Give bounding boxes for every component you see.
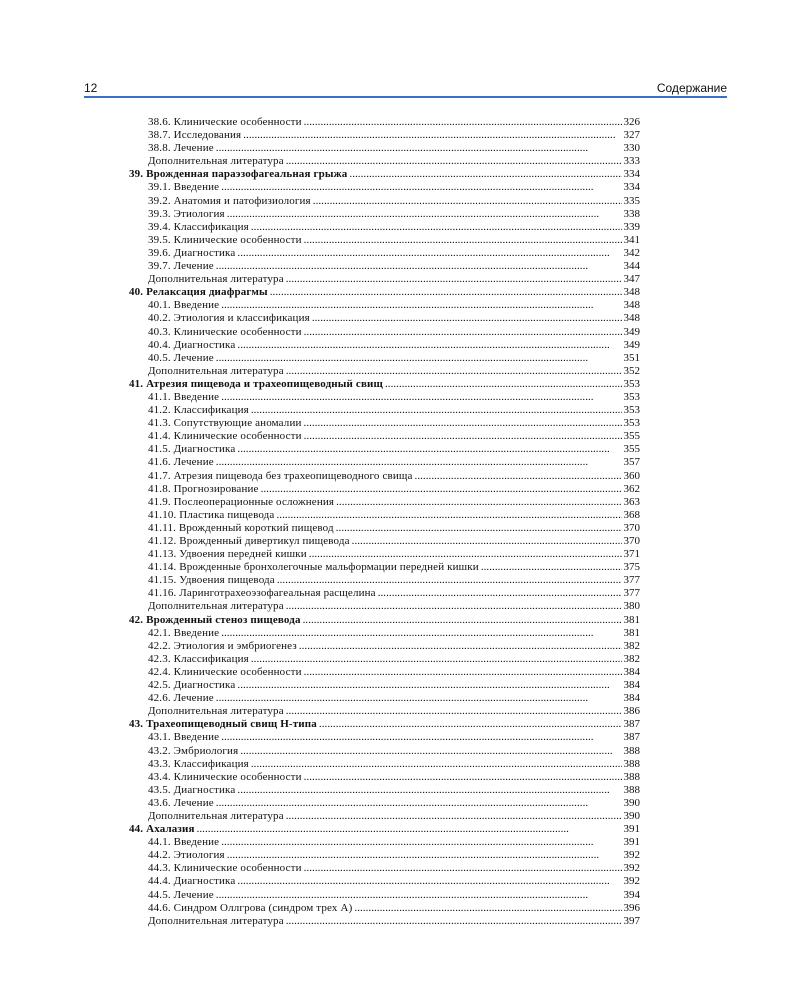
toc-dot-leader xyxy=(302,862,622,875)
toc-entry-title: 41. Атрезия пищевода и трахеопищеводный свищ xyxy=(129,377,383,390)
toc-entry-title: 41.14. Врожденные бронхолегочные мальформации передней кишки xyxy=(148,561,479,574)
toc-entry-page-number: 388 xyxy=(623,757,640,770)
toc-dot-leader xyxy=(302,234,622,247)
toc-entry-page-number: 377 xyxy=(623,574,640,587)
toc-dot-leader xyxy=(235,679,621,692)
toc-entry-title: 43. Трахеопищеводный свищ Н-типа xyxy=(129,718,317,731)
toc-entry[interactable] xyxy=(129,692,640,705)
toc-dot-leader xyxy=(219,627,621,640)
toc-entry[interactable] xyxy=(129,915,640,928)
header-rule xyxy=(84,96,727,98)
toc-entry-title: Дополнительная литература xyxy=(148,364,284,377)
toc-dot-leader xyxy=(235,443,621,456)
toc-entry-title: 44. Ахалазия xyxy=(129,823,195,836)
toc-dot-leader xyxy=(302,116,622,129)
toc-entry-title: Дополнительная литература xyxy=(148,914,284,927)
toc-entry-page-number: 341 xyxy=(623,233,640,246)
toc-entry-page-number: 334 xyxy=(623,168,640,181)
toc-dot-leader xyxy=(235,339,621,352)
toc-entry-page-number: 344 xyxy=(623,260,640,273)
toc-dot-leader xyxy=(310,312,622,325)
toc-entry[interactable] xyxy=(129,195,640,208)
toc-entry-page-number: 333 xyxy=(623,155,640,168)
toc-entry[interactable] xyxy=(129,535,640,548)
toc-entry[interactable] xyxy=(129,391,640,404)
toc-entry[interactable] xyxy=(129,273,640,286)
toc-entry-title: 40.2. Этиология и классификация xyxy=(148,312,310,325)
toc-entry[interactable] xyxy=(129,574,640,587)
toc-entry-title: 41.11. Врожденный короткий пищевод xyxy=(148,521,334,534)
toc-chapter-entry[interactable] xyxy=(129,168,640,181)
toc-entry-title: 40.3. Клинические особенности xyxy=(148,325,302,338)
toc-entry-title: 41.7. Атрезия пищевода без трахеопищеводного свища xyxy=(148,469,413,482)
toc-entry[interactable] xyxy=(129,653,640,666)
toc-entry[interactable] xyxy=(129,496,640,509)
toc-entry[interactable] xyxy=(129,797,640,810)
toc-entry-page-number: 390 xyxy=(623,809,640,822)
toc-entry-page-number: 388 xyxy=(623,744,640,757)
toc-dot-leader xyxy=(284,155,622,168)
toc-entry-title: 42.3. Классификация xyxy=(148,652,249,665)
toc-entry-page-number: 371 xyxy=(623,548,640,561)
section-title: Содержание xyxy=(656,81,727,95)
toc-entry[interactable] xyxy=(129,142,640,155)
toc-entry-title: 44.2. Этиология xyxy=(148,849,225,862)
toc-dot-leader xyxy=(302,666,622,679)
toc-entry[interactable] xyxy=(129,404,640,417)
toc-entry-page-number: 387 xyxy=(623,731,640,744)
toc-entry[interactable] xyxy=(129,745,640,758)
toc-dot-leader xyxy=(214,456,622,469)
toc-dot-leader xyxy=(259,483,622,496)
toc-dot-leader xyxy=(317,718,622,731)
toc-dot-leader xyxy=(225,849,622,862)
toc-entry-page-number: 396 xyxy=(623,901,640,914)
toc-entry-page-number: 384 xyxy=(623,692,640,705)
toc-entry[interactable] xyxy=(129,208,640,221)
toc-entry-title: 42.5. Диагностика xyxy=(148,679,236,692)
toc-entry-page-number: 360 xyxy=(623,469,640,482)
toc-entry-page-number: 377 xyxy=(623,587,640,600)
toc-entry[interactable] xyxy=(129,352,640,365)
toc-entry-title: Дополнительная литература xyxy=(148,155,284,168)
toc-entry-page-number: 349 xyxy=(623,338,640,351)
toc-chapter-entry[interactable] xyxy=(129,718,640,731)
toc-entry-page-number: 375 xyxy=(623,561,640,574)
toc-entry-page-number: 355 xyxy=(623,430,640,443)
toc-entry-title: 43.2. Эмбриология xyxy=(148,744,239,757)
toc-entry[interactable] xyxy=(129,862,640,875)
toc-entry-page-number: 397 xyxy=(623,914,640,927)
toc-entry-title: 41.2. Классификация xyxy=(148,404,249,417)
toc-entry[interactable] xyxy=(129,810,640,823)
toc-chapter-entry[interactable] xyxy=(129,823,640,836)
toc-dot-leader xyxy=(214,797,622,810)
toc-dot-leader xyxy=(219,391,621,404)
toc-entry-title: 43.4. Клинические особенности xyxy=(148,770,302,783)
toc-dot-leader xyxy=(214,692,622,705)
toc-entry[interactable] xyxy=(129,849,640,862)
toc-entry[interactable] xyxy=(129,705,640,718)
toc-entry[interactable] xyxy=(129,889,640,902)
toc-entry-title: 41.15. Удвоения пищевода xyxy=(148,574,275,587)
toc-entry-page-number: 382 xyxy=(623,652,640,665)
toc-entry-title: 43.5. Диагностика xyxy=(148,783,236,796)
toc-entry-page-number: 388 xyxy=(623,770,640,783)
toc-entry[interactable] xyxy=(129,339,640,352)
toc-entry-title: 41.5. Диагностика xyxy=(148,443,236,456)
page-number: 12 xyxy=(84,81,98,95)
toc-dot-leader xyxy=(249,653,622,666)
toc-entry-title: 39.4. Классификация xyxy=(148,220,249,233)
toc-dot-leader xyxy=(219,299,621,312)
toc-entry-page-number: 384 xyxy=(623,665,640,678)
toc-entry-title: 44.1. Введение xyxy=(148,836,220,849)
toc-entry-title: 42. Врожденный стеноз пищевода xyxy=(129,613,301,626)
toc-dot-leader xyxy=(284,810,622,823)
toc-entry-page-number: 394 xyxy=(623,888,640,901)
toc-entry-title: 38.7. Исследования xyxy=(148,129,242,142)
toc-entry-page-number: 386 xyxy=(623,705,640,718)
toc-entry-title: 41.12. Врожденный дивертикул пищевода xyxy=(148,535,350,547)
toc-dot-leader xyxy=(284,365,622,378)
toc-entry[interactable] xyxy=(129,758,640,771)
toc-entry[interactable] xyxy=(129,666,640,679)
toc-dot-leader xyxy=(383,378,622,391)
toc-entry-title: 43.6. Лечение xyxy=(148,796,214,809)
toc-dot-leader xyxy=(311,195,622,208)
toc-dot-leader xyxy=(238,745,621,758)
toc-entry-page-number: 353 xyxy=(623,417,640,430)
toc-dot-leader xyxy=(274,509,621,522)
toc-entry-title: 41.9. Послеоперационные осложнения xyxy=(148,495,335,508)
toc-entry-title: 40. Релаксация диафрагмы xyxy=(129,286,268,299)
toc-entry-page-number: 368 xyxy=(623,508,640,521)
toc-entry-page-number: 391 xyxy=(623,823,640,836)
toc-dot-leader xyxy=(249,758,622,771)
toc-entry-title: Дополнительная литература xyxy=(148,273,284,286)
toc-entry[interactable] xyxy=(129,443,640,456)
toc-entry-title: 38.6. Клинические особенности xyxy=(148,116,302,128)
toc-dot-leader xyxy=(334,496,621,509)
toc-dot-leader xyxy=(214,142,622,155)
toc-chapter-entry[interactable] xyxy=(129,378,640,391)
toc-dot-leader xyxy=(268,286,622,299)
toc-entry-page-number: 380 xyxy=(623,600,640,613)
toc-entry[interactable] xyxy=(129,299,640,312)
toc-entry[interactable] xyxy=(129,784,640,797)
toc-entry[interactable] xyxy=(129,247,640,260)
toc-dot-leader xyxy=(376,587,622,600)
toc-dot-leader xyxy=(297,640,622,653)
toc-entry-page-number: 370 xyxy=(623,535,640,547)
page-header xyxy=(84,78,727,98)
toc-dot-leader xyxy=(302,326,622,339)
toc-entry[interactable] xyxy=(129,875,640,888)
toc-entry-title: 42.4. Клинические особенности xyxy=(148,665,302,678)
toc-entry[interactable] xyxy=(129,902,640,915)
toc-entry-title: 42.1. Введение xyxy=(148,626,220,639)
toc-dot-leader xyxy=(284,915,622,928)
toc-entry-page-number: 335 xyxy=(623,194,640,207)
toc-entry[interactable] xyxy=(129,116,640,129)
toc-dot-leader xyxy=(214,889,622,902)
toc-entry-title: 43.3. Классификация xyxy=(148,757,249,770)
toc-entry[interactable] xyxy=(129,326,640,339)
toc-dot-leader xyxy=(225,208,622,221)
toc-entry[interactable] xyxy=(129,600,640,613)
toc-entry-page-number: 355 xyxy=(623,443,640,456)
toc-entry[interactable] xyxy=(129,627,640,640)
toc-entry-title: Дополнительная литература xyxy=(148,705,284,718)
toc-entry[interactable] xyxy=(129,548,640,561)
toc-dot-leader xyxy=(219,836,621,849)
toc-entry[interactable] xyxy=(129,417,640,430)
toc-entry-title: 40.4. Диагностика xyxy=(148,338,236,351)
toc-dot-leader xyxy=(413,470,622,483)
toc-entry-title: 41.16. Ларинготрахеоэзофагеальная расщелина xyxy=(148,587,376,600)
toc-entry-title: 44.4. Диагностика xyxy=(148,875,236,888)
toc-entry-page-number: 392 xyxy=(623,849,640,862)
toc-entry-title: 39.2. Анатомия и патофизиология xyxy=(148,194,311,207)
toc-entry-page-number: 348 xyxy=(623,286,640,299)
toc-entry-page-number: 392 xyxy=(623,862,640,875)
toc-entry-page-number: 390 xyxy=(623,796,640,809)
toc-dot-leader xyxy=(347,168,621,181)
toc-dot-leader xyxy=(235,784,621,797)
toc-chapter-entry[interactable] xyxy=(129,286,640,299)
toc-entry-page-number: 392 xyxy=(623,875,640,888)
toc-entry-page-number: 391 xyxy=(623,836,640,849)
toc-entry[interactable] xyxy=(129,679,640,692)
toc-entry[interactable] xyxy=(129,771,640,784)
toc-entry[interactable] xyxy=(129,731,640,744)
toc-entry-page-number: 387 xyxy=(623,718,640,731)
toc-entry-page-number: 330 xyxy=(623,142,640,155)
toc-entry-page-number: 347 xyxy=(623,273,640,286)
toc-entry-page-number: 326 xyxy=(623,116,640,128)
toc-dot-leader xyxy=(284,273,622,286)
toc-dot-leader xyxy=(214,352,622,365)
toc-entry-page-number: 351 xyxy=(623,351,640,364)
toc-dot-leader xyxy=(214,260,622,273)
toc-dot-leader xyxy=(219,731,621,744)
toc-dot-leader xyxy=(249,404,622,417)
toc-entry-title: 39.1. Введение xyxy=(148,181,220,194)
table-of-contents xyxy=(129,116,640,928)
toc-entry[interactable] xyxy=(129,129,640,142)
toc-entry-page-number: 349 xyxy=(623,325,640,338)
toc-entry-page-number: 348 xyxy=(623,312,640,325)
toc-dot-leader xyxy=(275,574,622,587)
toc-dot-leader xyxy=(352,902,621,915)
toc-entry-title: 41.4. Клинические особенности xyxy=(148,430,302,443)
toc-entry[interactable] xyxy=(129,234,640,247)
toc-entry-page-number: 382 xyxy=(623,639,640,652)
toc-entry-page-number: 334 xyxy=(623,181,640,194)
toc-entry[interactable] xyxy=(129,456,640,469)
toc-entry[interactable] xyxy=(129,640,640,653)
toc-entry[interactable] xyxy=(129,365,640,378)
toc-dot-leader xyxy=(235,247,621,260)
toc-entry[interactable] xyxy=(129,260,640,273)
toc-entry[interactable] xyxy=(129,561,640,574)
toc-entry[interactable] xyxy=(129,430,640,443)
toc-entry-title: 41.10. Пластика пищевода xyxy=(148,508,275,521)
toc-entry-page-number: 384 xyxy=(623,679,640,692)
toc-dot-leader xyxy=(334,522,622,535)
toc-entry-page-number: 353 xyxy=(623,390,640,403)
toc-entry[interactable] xyxy=(129,155,640,168)
toc-entry-title: 41.8. Прогнозирование xyxy=(148,482,259,495)
toc-entry-page-number: 381 xyxy=(623,626,640,639)
toc-entry-page-number: 353 xyxy=(623,404,640,417)
toc-entry[interactable] xyxy=(129,509,640,522)
toc-entry[interactable] xyxy=(129,836,640,849)
toc-entry-title: Дополнительная литература xyxy=(148,600,284,613)
toc-dot-leader xyxy=(284,705,622,718)
toc-entry[interactable] xyxy=(129,312,640,325)
toc-dot-leader xyxy=(350,535,622,548)
toc-entry-title: 44.5. Лечение xyxy=(148,888,214,901)
toc-entry-page-number: 348 xyxy=(623,299,640,312)
toc-entry-title: Дополнительная литература xyxy=(148,809,284,822)
toc-dot-leader xyxy=(235,875,621,888)
toc-entry-title: 41.6. Лечение xyxy=(148,456,214,469)
toc-entry-page-number: 342 xyxy=(623,246,640,259)
toc-entry-page-number: 338 xyxy=(623,207,640,220)
toc-entry[interactable] xyxy=(129,483,640,496)
toc-entry-title: 39.7. Лечение xyxy=(148,260,214,273)
toc-entry-page-number: 370 xyxy=(623,521,640,534)
toc-entry[interactable] xyxy=(129,587,640,600)
toc-entry-page-number: 327 xyxy=(623,129,640,142)
toc-entry-page-number: 352 xyxy=(623,364,640,377)
toc-dot-leader xyxy=(284,600,622,613)
toc-entry-title: 41.1. Введение xyxy=(148,390,220,403)
toc-entry-page-number: 339 xyxy=(623,220,640,233)
toc-entry-page-number: 388 xyxy=(623,783,640,796)
toc-entry-title: 43.1. Введение xyxy=(148,731,220,744)
toc-entry-title: 42.2. Этиология и эмбриогенез xyxy=(148,639,297,652)
toc-dot-leader xyxy=(302,771,622,784)
toc-dot-leader xyxy=(195,823,622,836)
toc-entry-page-number: 381 xyxy=(623,613,640,626)
toc-entry-title: 40.1. Введение xyxy=(148,299,220,312)
toc-entry-title: 41.13. Удвоения передней кишки xyxy=(148,548,307,561)
toc-entry-title: 39.5. Клинические особенности xyxy=(148,233,302,246)
toc-chapter-entry[interactable] xyxy=(129,614,640,627)
toc-entry-title: 42.6. Лечение xyxy=(148,692,214,705)
toc-entry-page-number: 357 xyxy=(623,456,640,469)
toc-entry-title: 44.3. Клинические особенности xyxy=(148,862,302,875)
toc-entry-title: 39.6. Диагностика xyxy=(148,246,236,259)
toc-entry[interactable] xyxy=(129,522,640,535)
toc-entry-title: 40.5. Лечение xyxy=(148,351,214,364)
toc-dot-leader xyxy=(479,561,622,574)
toc-entry[interactable] xyxy=(129,181,640,194)
toc-entry-title: 38.8. Лечение xyxy=(148,142,214,155)
toc-dot-leader xyxy=(241,129,621,142)
toc-dot-leader xyxy=(302,430,622,443)
toc-entry-title: 39. Врожденная параэзофагеальная грыжа xyxy=(129,168,348,181)
toc-dot-leader xyxy=(219,181,621,194)
toc-entry-title: 44.6. Синдром Оллгрова (синдром трех А) xyxy=(148,901,353,914)
toc-entry-title: 39.3. Этиология xyxy=(148,207,225,220)
toc-dot-leader xyxy=(301,614,622,627)
toc-dot-leader xyxy=(249,221,622,234)
toc-entry[interactable] xyxy=(129,221,640,234)
toc-entry-page-number: 362 xyxy=(623,482,640,495)
toc-entry-page-number: 363 xyxy=(623,495,640,508)
toc-entry-title: 41.3. Сопутствующие аномалии xyxy=(148,417,302,430)
toc-dot-leader xyxy=(302,417,622,430)
toc-dot-leader xyxy=(307,548,622,561)
toc-entry-page-number: 353 xyxy=(623,377,640,390)
toc-entry[interactable] xyxy=(129,470,640,483)
